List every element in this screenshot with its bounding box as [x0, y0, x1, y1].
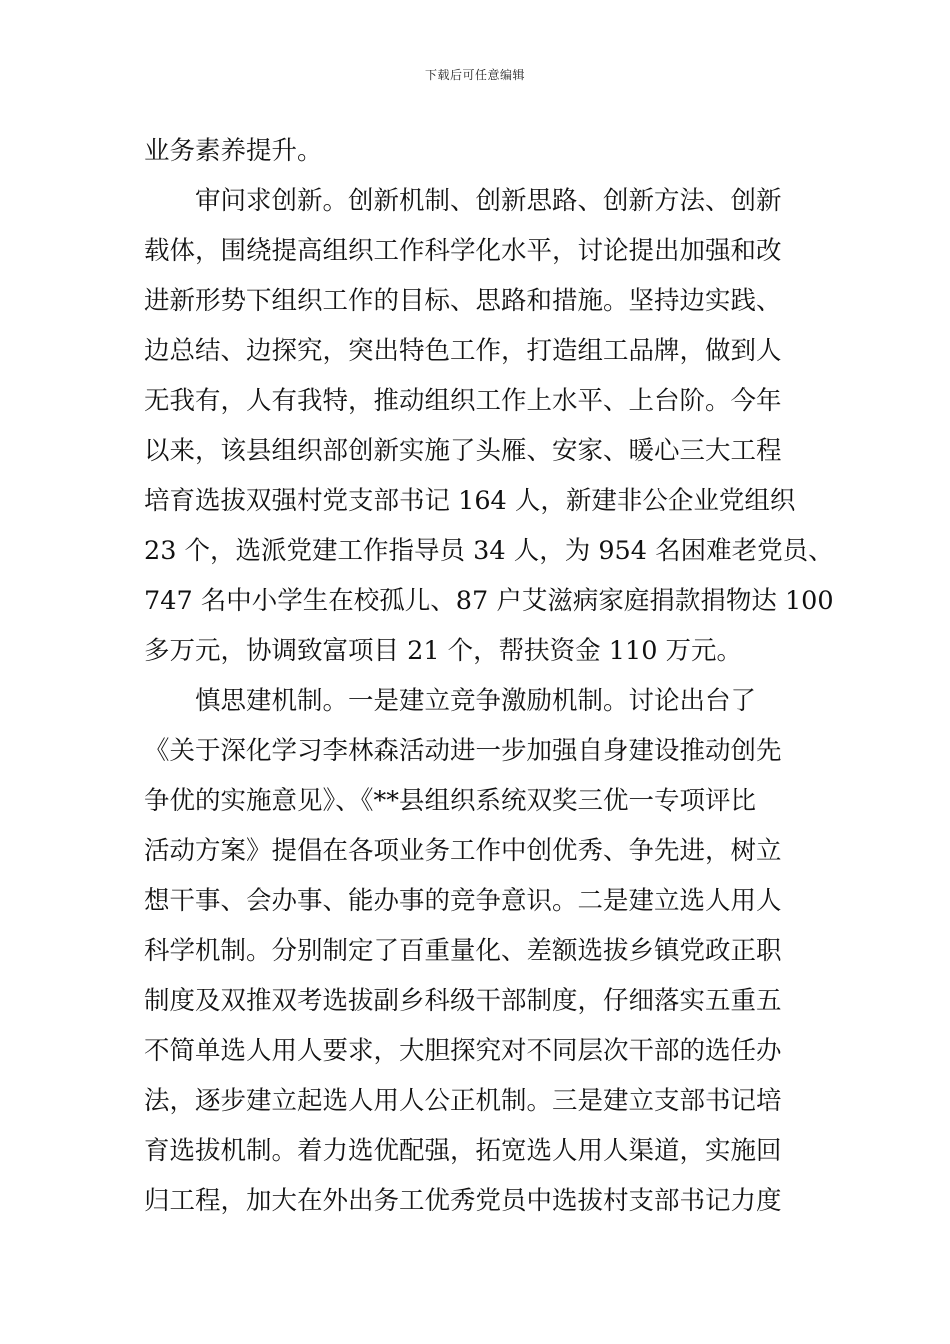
text-line: 培育选拔双强村党支部书记 164 人，新建非公企业党组织 [144, 486, 796, 516]
text-line: 多万元，协调致富项目 21 个，帮扶资金 110 万元。 [144, 636, 743, 666]
text-line: 业务素养提升。 [144, 136, 323, 166]
text-line: 制度及双推双考选拔副乡科级干部制度，仔细落实五重五 [144, 986, 782, 1016]
text-line: 争优的实施意见》、《**县组织系统双奖三优一专项评比 [144, 786, 757, 816]
text-line: 边总结、边探究，突出特色工作，打造组工品牌，做到人 [144, 336, 782, 366]
text-line: 以来，该县组织部创新实施了头雁、安家、暖心三大工程 [144, 436, 782, 466]
text-line: 进新形势下组织工作的目标、思路和措施。坚持边实践、 [144, 286, 782, 316]
text-line: 无我有，人有我特，推动组织工作上水平、上台阶。今年 [144, 386, 782, 416]
text-line: 科学机制。分别制定了百重量化、差额选拔乡镇党政正职 [144, 936, 782, 966]
text-line: 审问求创新。创新机制、创新思路、创新方法、创新 [144, 186, 782, 216]
text-line: 想干事、会办事、能办事的竞争意识。二是建立选人用人 [144, 886, 782, 916]
text-line: 不简单选人用人要求，大胆探究对不同层次干部的选任办 [144, 1036, 782, 1066]
text-line: 育选拔机制。着力选优配强，拓宽选人用人渠道，实施回 [144, 1136, 782, 1166]
document-body [144, 126, 834, 1226]
text-line: 23 个，选派党建工作指导员 34 人，为 954 名困难老党员、 [144, 536, 834, 566]
text-line: 《关于深化学习李林森活动进一步加强自身建设推动创先 [144, 736, 782, 766]
text-line: 活动方案》提倡在各项业务工作中创优秀、争先进，树立 [144, 836, 782, 866]
page-header: 下载后可任意编辑 [424, 68, 525, 82]
text-line: 慎思建机制。一是建立竞争激励机制。讨论出台了 [144, 686, 757, 716]
text-line: 法，逐步建立起选人用人公正机制。三是建立支部书记培 [144, 1086, 782, 1116]
text-line: 747 名中小学生在校孤儿、87 户艾滋病家庭捐款捐物达 100 [144, 586, 834, 616]
text-line: 载体，围绕提高组织工作科学化水平，讨论提出加强和改 [144, 236, 782, 266]
text-line: 归工程，加大在外出务工优秀党员中选拔村支部书记力度 [144, 1186, 782, 1216]
